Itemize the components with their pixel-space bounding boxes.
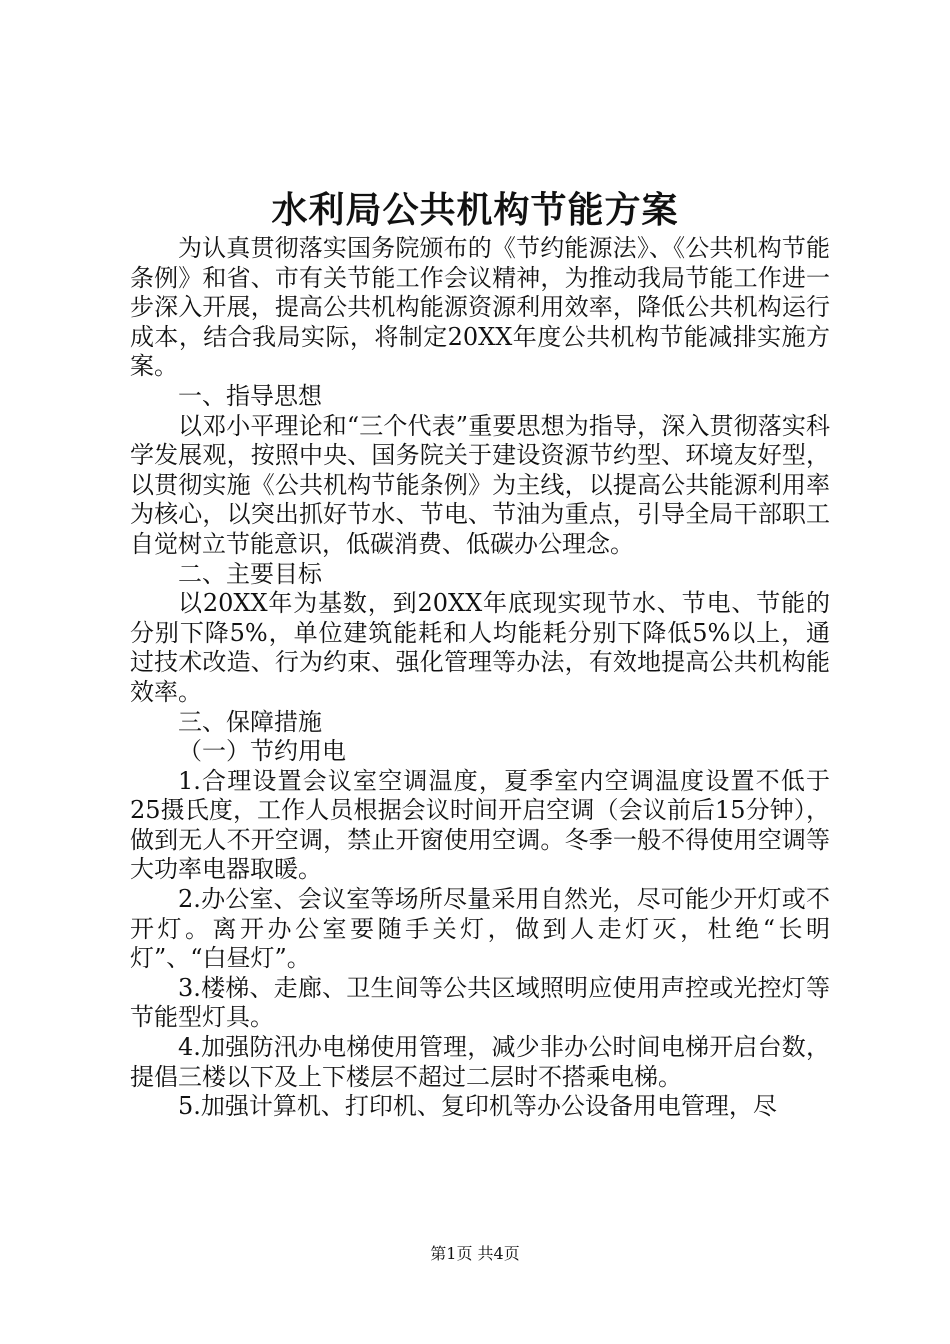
main-goals-paragraph: 以20XX年为基数，到20XX年底现实现节水、节电、节能的分别下降5%，单位建筑能耗和人均能耗分别下降低5%以上，通过技术改造、行为约束、强化管理等办法，有效地提高公共机构能效率。	[130, 589, 830, 706]
section-heading-main-goals: 二、主要目标	[178, 559, 322, 588]
document-title: 水利局公共机构节能方案	[271, 189, 679, 231]
measure-item-2: 2.办公室、会议室等场所尽量采用自然光，尽可能少开灯或不开灯。离开办公室要随手关灯，做到人走灯灭，杜绝“长明灯”、“白昼灯”。	[130, 885, 830, 973]
measure-item-3: 3.楼梯、走廊、卫生间等公共区域照明应使用声控或光控灯等节能型灯具。	[130, 973, 830, 1032]
measure-item-5: 5.加强计算机、打印机、复印机等办公设备用电管理，尽	[178, 1092, 777, 1121]
page-footer: 第1页 共4页	[430, 1244, 520, 1263]
section-heading-measures: 三、保障措施	[178, 707, 322, 736]
guiding-ideology-paragraph: 以邓小平理论和“三个代表”重要思想为指导，深入贯彻落实科学发展观，按照中央、国务院关于建设资源节约型、环境友好型，以贯彻实施《公共机构节能条例》为主线，以提高公共能源利用率为核心，以突出抓好节水、节电、节油为重点，引导全局干部职工自觉树立节能意识，低碳消费、低碳办公理念。	[130, 411, 830, 558]
document-body	[130, 234, 830, 1122]
section-heading-guiding-ideology: 一、指导思想	[178, 381, 322, 410]
intro-paragraph: 为认真贯彻落实国务院颁布的《节约能源法》、《公共机构节能条例》和省、市有关节能工作会议精神，为推动我局节能工作进一步深入开展，提高公共机构能源资源利用效率，降低公共机构运行成本，结合我局实际，将制定20XX年度公共机构节能减排实施方案。	[130, 234, 830, 381]
measure-item-4: 4.加强防汛办电梯使用管理，减少非办公时间电梯开启台数，提倡三楼以下及上下楼层不超过二层时不搭乘电梯。	[130, 1033, 830, 1091]
subsection-heading-save-electricity: （一）节约用电	[178, 737, 346, 766]
measure-item-1: 1.合理设置会议室空调温度，夏季室内空调温度设置不低于25摄氏度，工作人员根据会议时间开启空调（会议前后15分钟），做到无人不开空调，禁止开窗使用空调。冬季一般不得使用空调等大功率电器取暖。	[130, 766, 830, 884]
